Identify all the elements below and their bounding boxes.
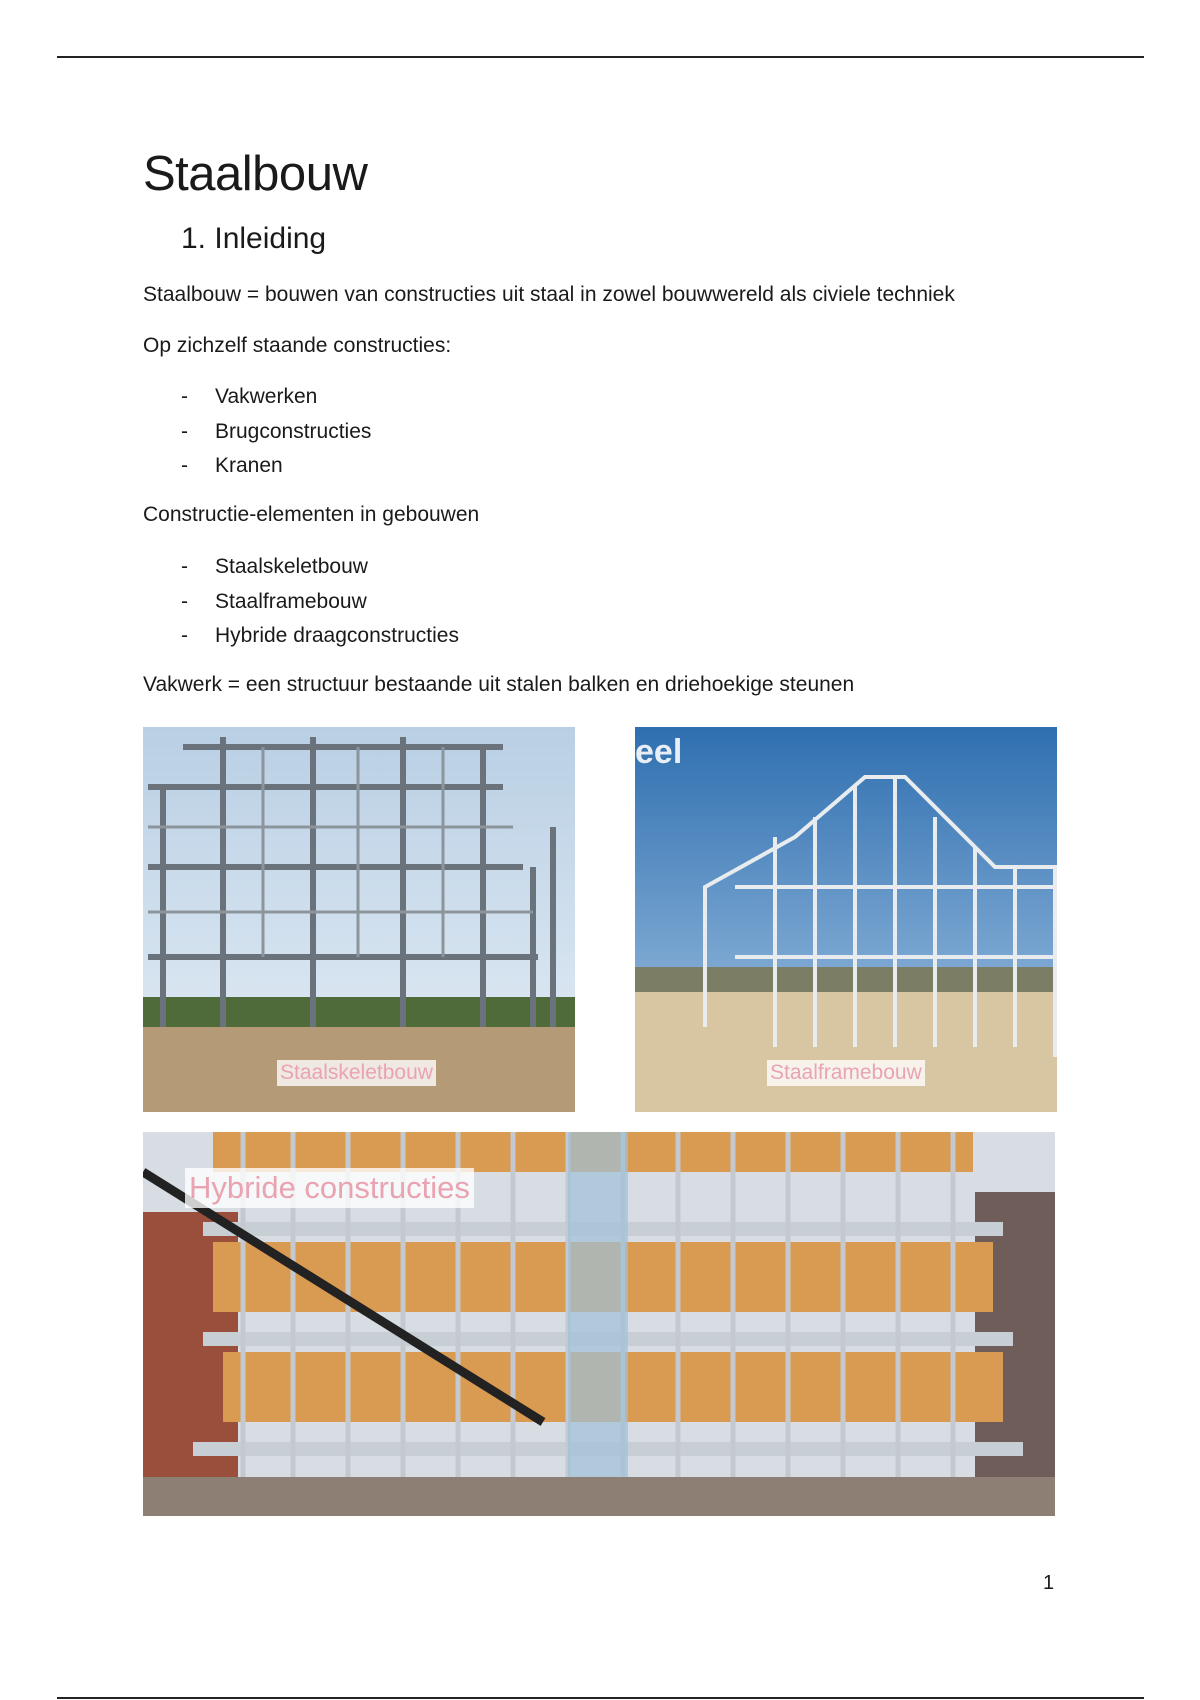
hybrid-caption: Hybride constructies (185, 1168, 474, 1208)
building-list (181, 550, 459, 654)
list-marker: - (181, 624, 188, 647)
hybrid-photo (143, 1132, 1055, 1516)
list-marker: - (181, 555, 188, 578)
list-item: - Staalframebouw (181, 585, 459, 620)
list-item: - Brugconstructies (181, 415, 371, 450)
page-title: Staalbouw (143, 147, 368, 201)
frame-illustration (635, 727, 1057, 1112)
skeleton-illustration (143, 727, 575, 1112)
section-heading: 1. Inleiding (181, 222, 327, 255)
list-item: - Hybride draagconstructies (181, 619, 459, 654)
building-intro: Constructie-elementen in gebouwen (143, 503, 480, 526)
standalone-intro: Op zichzelf staande constructies: (143, 334, 452, 357)
definition-text: Staalbouw = bouwen van constructies uit staal in zowel bouwwereld als civiele techniek (143, 283, 955, 306)
frame-caption: Staalframebouw (767, 1060, 925, 1086)
list-marker: - (181, 419, 188, 443)
list-item: - Kranen (181, 449, 371, 484)
list-item: - Vakwerken (181, 380, 371, 415)
standalone-list (181, 380, 371, 484)
bottom-rule (57, 1697, 1144, 1699)
list-marker: - (181, 385, 188, 408)
skeleton-photo (143, 727, 575, 1112)
list-item: - Staalskeletbouw (181, 550, 459, 585)
frame-corner-text: eel (635, 733, 683, 771)
page-number: 1 (1043, 1572, 1055, 1594)
frame-photo (635, 727, 1057, 1112)
list-marker: - (181, 589, 188, 613)
skeleton-caption: Staalskeletbouw (277, 1060, 436, 1086)
list-marker: - (181, 454, 188, 477)
top-rule (57, 56, 1144, 58)
vakwerk-definition: Vakwerk = een structuur bestaande uit stalen balken en driehoekige steunen (143, 673, 855, 696)
